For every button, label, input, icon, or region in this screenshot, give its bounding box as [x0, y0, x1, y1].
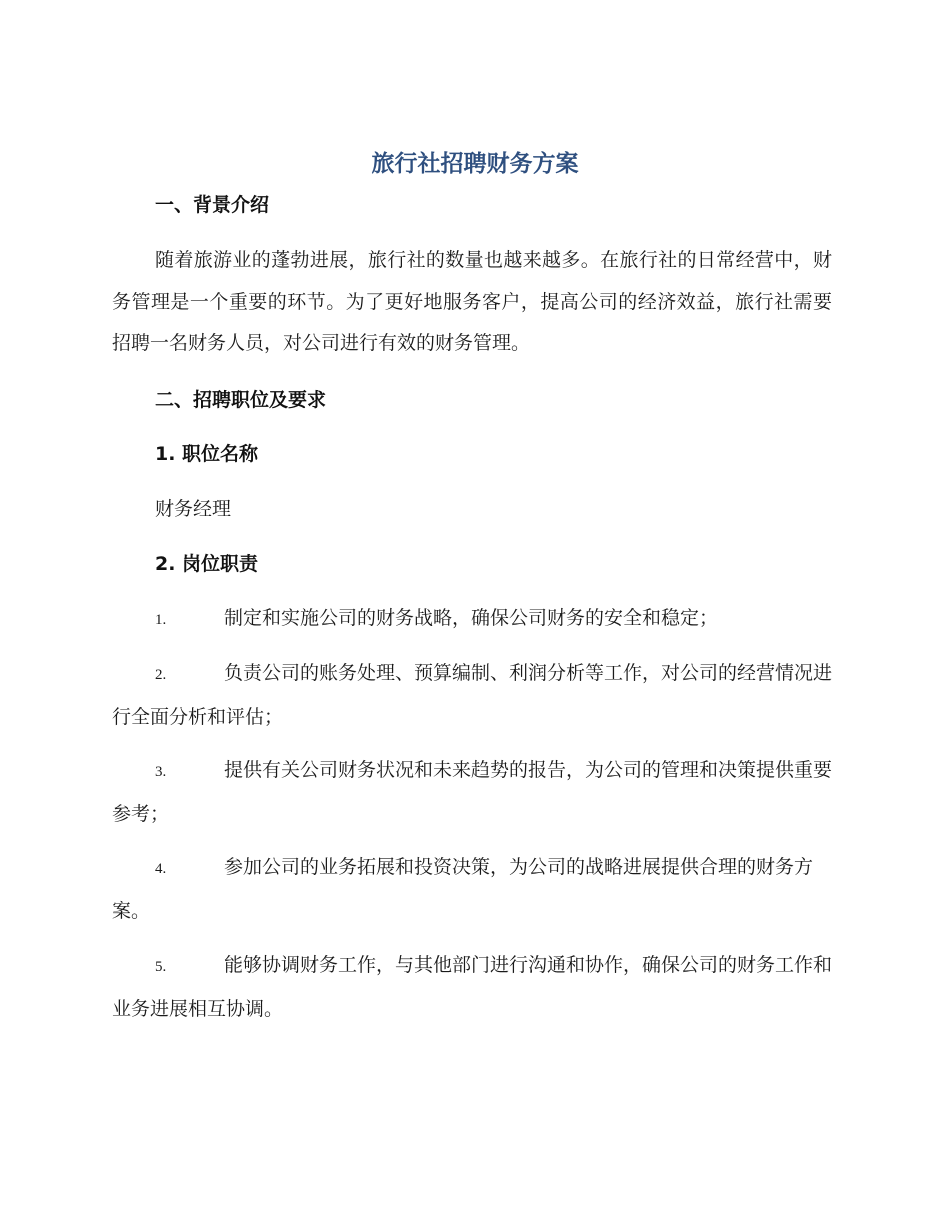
document-title: 旅行社招聘财务方案	[371, 151, 579, 177]
list-item-text: 制定和实施公司的财务战略，确保公司财务的安全和稳定；	[224, 607, 719, 629]
section-heading-positions: 二、招聘职位及要求	[155, 389, 327, 411]
list-item-number: 5.	[155, 959, 167, 975]
subheading-job-title: 1. 职位名称	[155, 443, 259, 465]
background-paragraph: 随着旅游业的蓬勃进展，旅行社的数量也越来越多。在旅行社的日常经营中，财务管理是一个重要的环节。为了更好地服务客户，提高公司的经济效益，旅行社需要招聘一名财务人员，对公司进行有效的财务管理。	[112, 249, 832, 354]
section-heading-background: 一、背景介绍	[155, 194, 270, 216]
list-item	[112, 945, 832, 1030]
list-item-number: 1.	[155, 612, 167, 628]
list-item-text: 能够协调财务工作，与其他部门进行沟通和协作，确保公司的财务工作和业务进展相互协调。	[112, 954, 833, 1020]
list-item-text: 负责公司的账务处理、预算编制、利润分析等工作，对公司的经营情况进行全面分析和评估；	[112, 662, 833, 728]
list-item	[112, 847, 832, 932]
list-item	[112, 750, 832, 835]
subheading-responsibilities: 2. 岗位职责	[155, 553, 259, 575]
list-item	[112, 598, 832, 642]
list-item-number: 2.	[155, 667, 167, 683]
list-item-text: 参加公司的业务拓展和投资决策，为公司的战略进展提供合理的财务方案。	[112, 856, 814, 922]
job-title-text: 财务经理	[155, 498, 232, 520]
list-item-text: 提供有关公司财务状况和未来趋势的报告，为公司的管理和决策提供重要参考；	[112, 759, 833, 825]
list-item-number: 3.	[155, 764, 167, 780]
list-item	[112, 653, 832, 738]
list-item-number: 4.	[155, 861, 167, 877]
